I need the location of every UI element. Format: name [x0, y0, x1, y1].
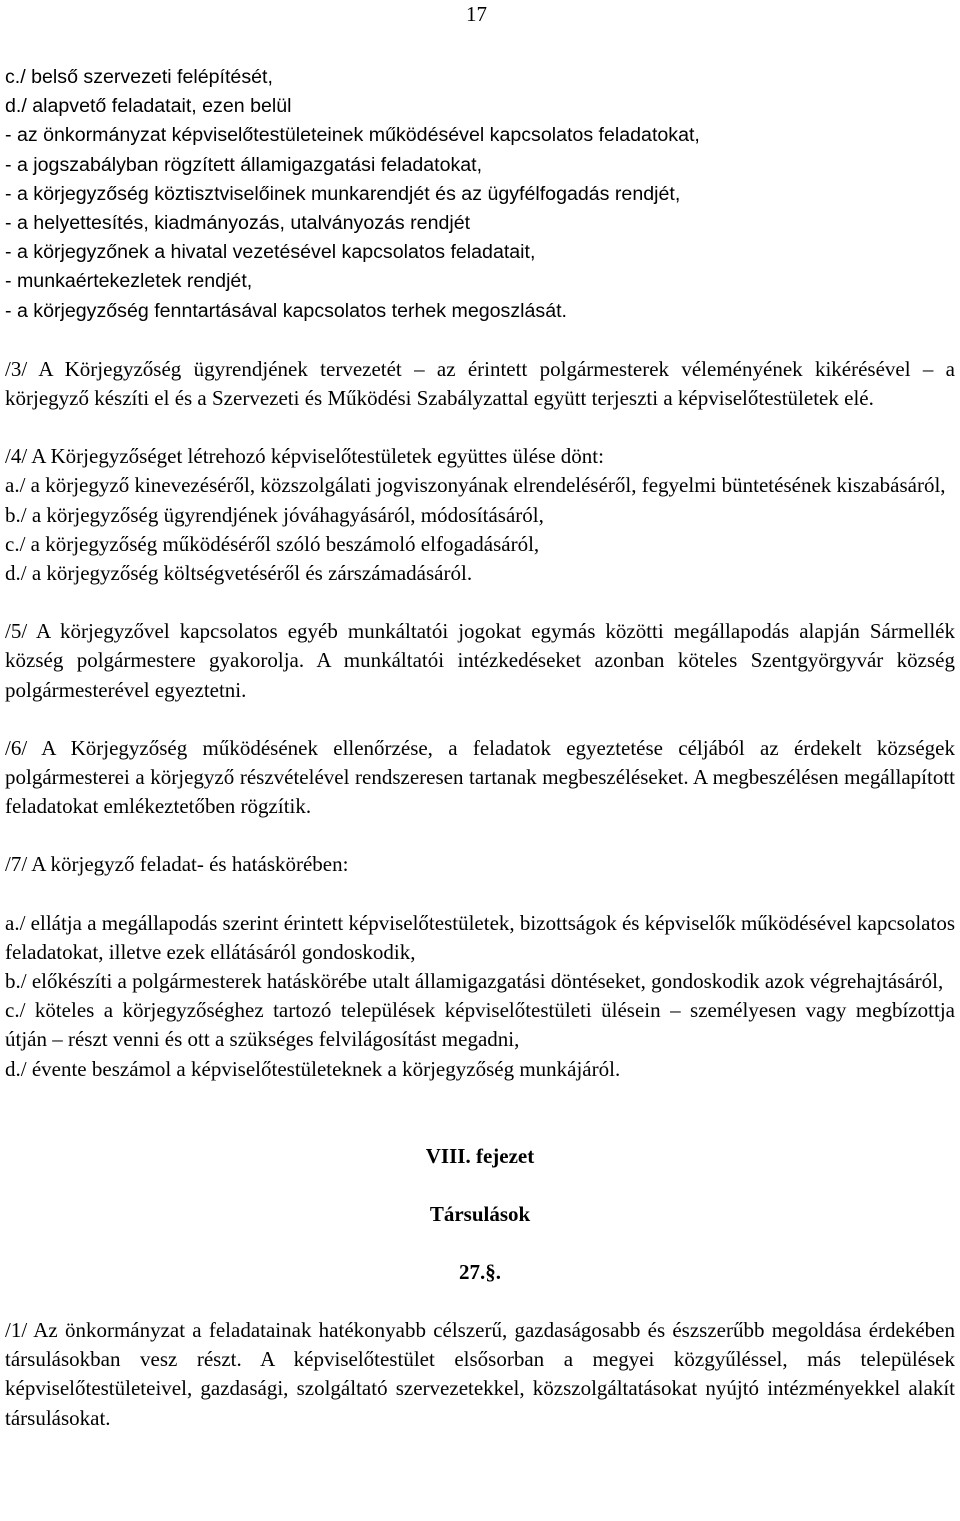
- paragraph-4-item: c./ a körjegyzőség működéséről szóló beszámoló elfogadásáról,: [5, 531, 540, 556]
- paragraph-7-item: d./ évente beszámol a képviselőtestületeknek a körjegyzőség munkájáról.: [5, 1056, 621, 1081]
- page-number: 17: [466, 2, 487, 26]
- list-item: - az önkormányzat képviselőtestületeinek működésével kapcsolatos feladatokat,: [5, 124, 700, 147]
- list-item: - a körjegyzőség köztisztviselőinek munkarendjét és az ügyfélfogadás rendjét,: [5, 182, 681, 205]
- list-item: - munkaértekezletek rendjét,: [5, 270, 253, 293]
- list-item: - a körjegyzőnek a hivatal vezetésével kapcsolatos feladatait,: [5, 241, 536, 264]
- paragraph-3: /3/ A Körjegyzőség ügyrendjének tervezetét – az érintett polgármesterek véleményének kikérésével – a körjegyző készíti el és a Szervezeti és Működési Szabályzattal együtt terjeszti a képviselőtestületek elé.: [5, 356, 955, 411]
- paragraph-7-item: b./ előkészíti a polgármesterek hatáskörébe utalt államigazgatási döntéseket, gondoskodik azok végrehajtásáról,: [5, 969, 944, 994]
- list-item: - a körjegyzőség fenntartásával kapcsolatos terhek megoszlását.: [5, 299, 567, 322]
- paragraph-4-item: a./ a körjegyző kinevezéséről, közszolgálati jogviszonyának elrendeléséről, fegyelmi büntetésének kiszabásáról,: [5, 473, 946, 498]
- paragraph-7: [5, 909, 955, 1084]
- section-number: 27.§.: [459, 1259, 501, 1284]
- paragraph-27-1: /1/ Az önkormányzat a feladatainak hatékonyabb célszerű, gazdaságosabb és észszerűbb megoldása érdekében társulásokban vesz részt. A képviselőtestület elsősorban a megyei közgyűléssel, más települések képviselőtestületeivel, gazdasági, szolgáltató szervezetekkel, közszolgáltatásokat nyújtó intézményekkel alakít társulásokat.: [5, 1317, 955, 1430]
- document-body: [5, 63, 955, 1433]
- paragraph-4: [5, 442, 955, 588]
- paragraph-4-intro: /4/ A Körjegyzőséget létrehozó képviselőtestületek együttes ülése dönt:: [5, 444, 604, 469]
- paragraph-5: /5/ A körjegyzővel kapcsolatos egyéb munkáltatói jogokat egymás közötti megállapodás alapján Sármellék község polgármestere gyakorolja. A munkáltatói intézkedéseket azonban köteles Szentgyörgyvár község polgármesterével egyeztetni.: [5, 619, 955, 702]
- chapter-title: Társulások: [429, 1201, 531, 1226]
- paragraph-6: /6/ A Körjegyzőség működésének ellenőrzése, a feladatok egyeztetése céljából az érdekelt községek polgármesterei a körjegyző részvételével rendszeresen tartanak megbeszéléseket. A megbeszélésen megállapított feladatokat emlékeztetőben rögzítik.: [5, 735, 955, 819]
- paragraph-7-item: a./ ellátja a megállapodás szerint érintett képviselőtestületek, bizottságok és képviselők működésével kapcsolatos feladatokat, illetve ezek ellátásáról gondoskodik,: [5, 910, 955, 964]
- chapter-number: VIII. fejezet: [425, 1143, 535, 1168]
- paragraph-4-item: d./ a körjegyzőség költségvetéséről és zárszámadásáról.: [5, 561, 473, 586]
- list-item: d./ alapvető feladatait, ezen belül: [5, 95, 292, 118]
- list-item: - a helyettesítés, kiadmányozás, utalványozás rendjét: [5, 212, 471, 235]
- paragraph-7-intro: /7/ A körjegyző feladat- és hatáskörében:: [5, 852, 349, 877]
- paragraph-7-item: c./ köteles a körjegyzőséghez tartozó települések képviselőtestületi ülésein – személyesen vagy megbízottja útján – részt venni és ott a szükséges felvilágosítást megadni,: [5, 998, 955, 1052]
- list-item: - a jogszabályban rögzített államigazgatási feladatokat,: [5, 153, 483, 176]
- list-intro: [5, 63, 955, 326]
- paragraph-4-item: b./ a körjegyzőség ügyrendjének jóváhagyásáról, módosításáról,: [5, 502, 544, 527]
- list-item: c./ belső szervezeti felépítését,: [5, 66, 273, 88]
